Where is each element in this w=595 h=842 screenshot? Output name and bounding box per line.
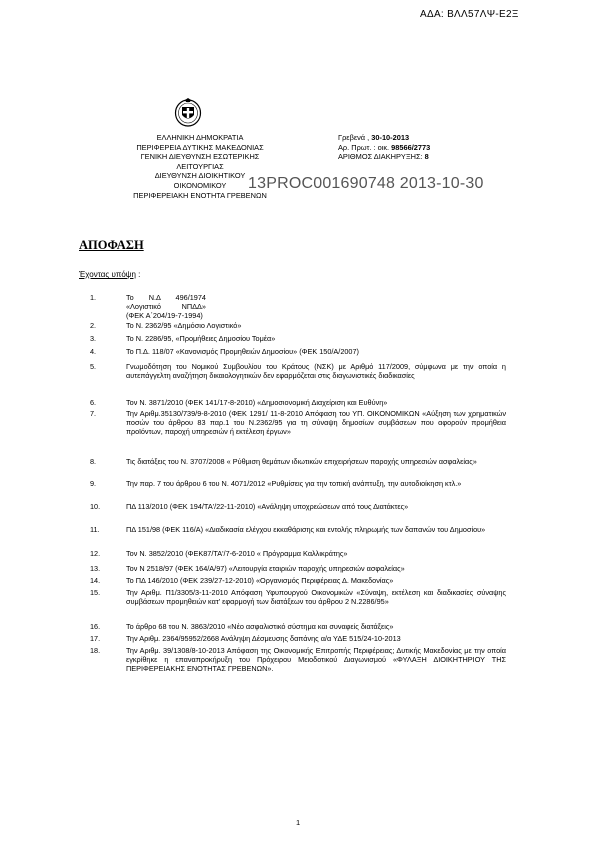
list-item-number: 4. [90,347,97,356]
date-label: Γρεβενά , [338,133,370,142]
list-item-number: 10. [90,502,101,511]
list-item-number: 5. [90,362,97,371]
list-item-text: ΠΔ 113/2010 (ΦΕΚ 194/ΤΑ'/22-11-2010) «Ανάληψη υποχρεώσεων από τους Διατάκτες» [126,502,409,511]
list-item-text: Την Αριθμ. Π1/3305/3-11-2010 Απόφαση Υφυπουργού Οικονομικών «Σύναψη, εκτέλεση και διαδικασίες σύναψης συμβάσεων προμηθειών κατ' εφαρμογή των διατάξεων του άρθρου 2 Ν.2286/95» [126,588,506,607]
list-item-number: 14. [90,576,101,585]
declaration-value: 8 [424,152,429,162]
authority-line: ΔΙΕΥΘΥΝΣΗ ΔΙΟΙΚΗΤΙΚΟΥ [154,171,246,181]
list-item-number: 15. [90,588,101,597]
list-item-text: Την Αριθμ.35130/739/9-8-2010 (ΦΕΚ 1291/ 11-8-2010 Απόφαση του ΥΠ. ΟΙΚΟΝΟΜΙΚΩΝ «Αύξηση των χρηματικών ποσών του άρθρου 83 παρ.1 του Ν.2362/95 για τη σύναψη δημοσίων συμβάσεων που αφορούν προμήθεια προϊόντων, παροχή υπηρεσιών ή εκτέλεση έργων» [126,409,506,437]
list-item-number: 12. [90,549,101,558]
list-item-number: 16. [90,622,101,631]
list-item-number: 1. [90,293,97,302]
list-item-number: 13. [90,564,101,573]
list-item-number: 3. [90,334,97,343]
page-number: 1 [296,818,301,827]
protocol-value: 98566/2773 [391,142,431,152]
list-item-text: Το ΠΔ 146/2010 (ΦΕΚ 239/27-12-2010) «Οργανισμός Περιφέρειας Δ. Μακεδονίας» [126,576,394,585]
authority-line: ΠΕΡΙΦΕΡΕΙΑΚΗ ΕΝΟΤΗΤΑ ΓΡΕΒΕΝΩΝ [133,190,267,200]
list-item-text: Τις διατάξεις του Ν. 3707/2008 « Ρύθμιση θεμάτων ιδιωτικών επιχειρήσεων παροχής υπηρεσιών ασφαλείας» [126,457,477,466]
list-item-text: Τον Ν 2518/97 (ΦΕΚ 164/Α/97) «Λειτουργία εταιριών παροχής υπηρεσιών ασφαλείας» [126,564,405,573]
list-item-text: Τον Ν. 3871/2010 (ΦΕΚ 141/17-8-2010) «Δημοσιονομική Διαχείριση και Ευθύνη» [126,398,388,407]
considering-suffix: : [135,270,141,279]
list-item-text: Το άρθρο 68 του Ν. 3863/2010 «Νέο ασφαλιστικό σύστημα και συναφείς διατάξεις» [126,622,394,631]
list-item-number: 8. [90,457,97,466]
list-item-text: ΠΔ 151/98 (ΦΕΚ 116/Α) «Διαδικασία ελέγχου εκκαθάρισης και εντολής πληρωμής των δαπανών του Δημοσίου» [126,525,486,534]
list-item-text: Την Αριθμ. 39/1308/8-10-2013 Απόφαση της Οικονομικής Επιτροπής Περιφέρειας; Δυτικής Μακεδονίας με την οποία εγκρίθηκε η επαναπροκήρυξη του Πρόχειρου Μειοδοτικού Διαγωνισμού «ΦΥΛΑΞΗ ΔΙΟΙΚΗΤΗΡΙΟΥ ΤΗΣ ΠΕΡΙΦΕΡΕΙΑΚΗΣ ΕΝΟΤΗΤΑΣ ΓΡΕΒΕΝΩΝ». [126,646,506,674]
list-item-text: Την παρ. 7 του άρθρου 6 του Ν. 4071/2012 «Ρυθμίσεις για την τοπική ανάπτυξη, την αυτοδιοίκηση κτλ.» [126,479,462,488]
authority-line: ΠΕΡΙΦΕΡΕΙΑ ΔΥΤΙΚΗΣ ΜΑΚΕΔΟΝΙΑΣ [136,142,264,152]
list-item-text: Το Ν. 2362/95 «Δημόσιο Λογιστικό» [126,321,242,330]
registry-stamp: 13PROC001690748 2013-10-30 [248,175,484,192]
list-item-text: Γνωμοδότηση του Νομικού Συμβουλίου του Κράτους (ΝΣΚ) με Αριθμό 117/2009, σύμφωνα με την οποία η αυτεπάγγελτη αναζήτηση δικαιολογητικών δεν εφαρμόζεται στις διαγωνιστικές διαδικασίες [126,362,506,381]
protocol-line [338,143,430,153]
greek-coat-of-arms-icon [174,97,202,127]
document-title: ΑΠΟΦΑΣΗ [79,238,144,252]
list-item-number: 6. [90,398,97,407]
list-item-text: Το Π.Δ. 118/07 «Κανονισμός Προμηθειών Δημοσίου» (ΦΕΚ 150/Α/2007) [126,347,359,356]
list-item-text: Το Ν. 2286/95, «Προμήθειες Δημοσίου Τομέα» [126,334,276,343]
considering-label: Έχοντας υπόψη [79,270,136,279]
authority-line: ΛΕΙΤΟΥΡΓΙΑΣ [176,161,224,171]
considering-heading [79,270,140,279]
document-reference-block [338,133,430,162]
list-item-number: 18. [90,646,101,655]
authority-line: ΓΕΝΙΚΗ ΔΙΕΥΘΥΝΣΗ ΕΣΩΤΕΡΙΚΗΣ [140,152,260,162]
date-value: 30-10-2013 [371,133,410,142]
date-line [338,133,430,143]
list-item-text: Το Ν.Δ 496/1974 «Λογιστικό ΝΠΔΔ» (ΦΕΚ Α΄204/19-7-1994) [126,293,206,321]
authority-line: ΟΙΚΟΝΟΜΙΚΟΥ [173,180,227,190]
declaration-label: ΑΡΙΘΜΟΣ ΔΙΑΚΗΡΥΞΗΣ: [338,152,423,162]
list-item-number: 7. [90,409,97,418]
authority-line: ΕΛΛΗΝΙΚΗ ΔΗΜΟΚΡΑΤΙΑ [156,133,244,142]
protocol-label: Αρ. Πρωτ. : οικ. [338,142,390,152]
list-item-number: 17. [90,634,101,643]
list-item-text: Την Αριθμ. 2364/95952/2668 Ανάληψη Δέσμευσης δαπάνης α/α ΥΔΕ 515/24-10-2013 [126,634,401,643]
list-item-number: 2. [90,321,97,330]
ada-code: ΑΔΑ: ΒΛΛ57ΛΨ-Ε2Ξ [420,9,519,20]
list-item-number: 11. [90,525,100,534]
list-item-number: 9. [90,479,97,488]
declaration-line [338,152,430,162]
list-item-text: Τον Ν. 3852/2010 (ΦΕΚ87/ΤΑ'/7-6-2010 « Πρόγραμμα Καλλικράτης» [126,549,348,558]
